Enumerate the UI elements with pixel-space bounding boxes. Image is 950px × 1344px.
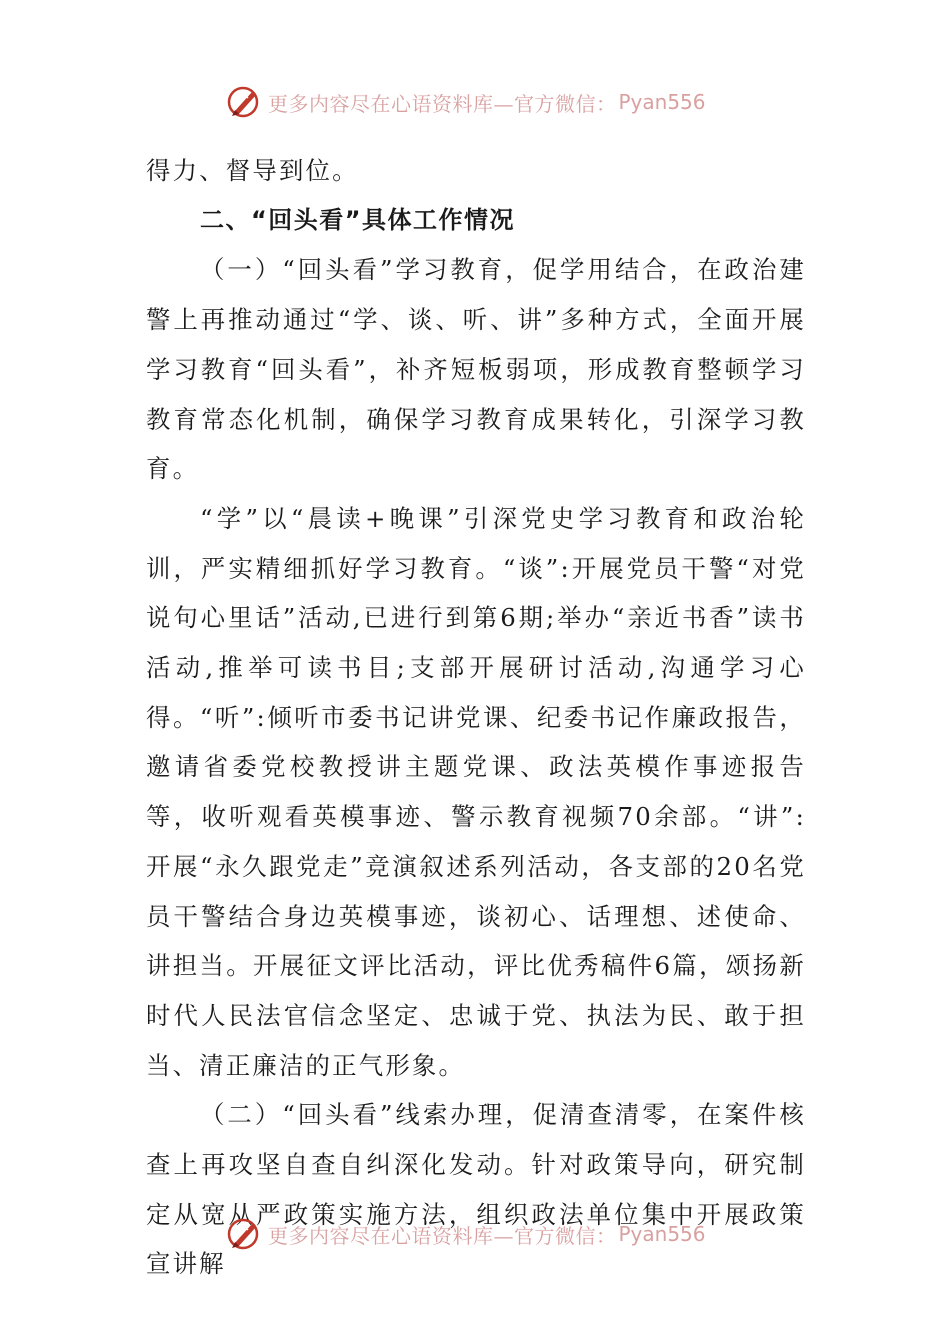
document-body bbox=[146, 146, 806, 1289]
watermark-banner-bottom bbox=[226, 1212, 746, 1256]
paragraph-study-education: （一）“回头看”学习教育，促学用结合，在政治建警上再推动通过“学、谈、听、讲”多种方式，全面开展学习教育“回头看”，补齐短板弱项，形成教育整顿学习教育常态化机制，确保学习教育成果转化，引深学习教育。 bbox=[146, 255, 806, 484]
watermark-wechat-id: Pyan556 bbox=[618, 1222, 706, 1246]
paragraph-learn-talk-listen-speak: “学”以“晨读+晚课”引深党史学习教育和政治轮训，严实精细抓好学习教育。“谈”:开展党员干警“对党说句心里话”活动,已进行到第6期;举办“亲近书香”读书活动,推举可读书目;支部开展研讨活动,沟通学习心得。“听”:倾听市委书记讲党课、纪委书记作廉政报告，邀请省委党校教授讲主题党课、政法英模作事迹报告等，收听观看英模事迹、警示教育视频70余部。“讲”:开展“永久跟党走”竞演叙述系列活动，各支部的20名党员干警结合身边英模事迹，谈初心、话理想、述使命、讲担当。开展征文评比活动，评比优秀稿件6篇，颂扬新时代人民法官信念坚定、忠诚于党、执法为民、敢于担当、清正廉洁的正气形象。 bbox=[146, 503, 806, 1080]
paragraph-continuation: 得力、督导到位。 bbox=[146, 156, 359, 185]
watermark-banner-top bbox=[226, 80, 746, 124]
watermark-wechat-id: Pyan556 bbox=[618, 90, 706, 114]
pen-logo-icon bbox=[226, 84, 262, 120]
pen-logo-icon bbox=[226, 1216, 262, 1252]
watermark-text: 更多内容尽在心语资料库—官方微信： bbox=[268, 91, 617, 116]
watermark-text: 更多内容尽在心语资料库—官方微信： bbox=[268, 1223, 617, 1248]
section-heading: 二、“回头看”具体工作情况 bbox=[200, 205, 516, 234]
paragraph-clue-handling: （二）“回头看”线索办理，促清查清零，在案件核查上再攻坚自查自纠深化发动。针对政策导向，研究制定从宽从严政策实施方法，组织政法单位集中开展政策宣讲解 bbox=[146, 1100, 806, 1279]
